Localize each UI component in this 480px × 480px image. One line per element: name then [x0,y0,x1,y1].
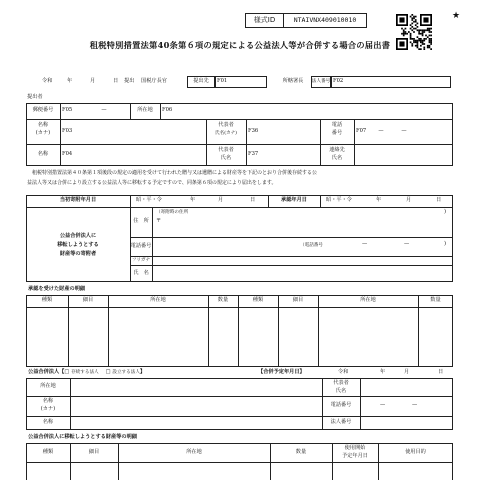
office-label: 所轄署長 [282,78,304,85]
submitter-label: 提出者 [27,94,43,100]
d-col-detail: 細目 [88,448,100,455]
location-label: 所在地 [137,107,153,114]
code-f04: F04 [62,151,73,158]
corner-star-icon: ★ [452,11,461,21]
b-col-detail-1: 細目 [82,297,94,304]
code-f02: F02 [333,78,344,85]
date-era: 令和 [42,78,53,84]
donor-phone-dash-2: — [404,241,410,247]
donor-addr-paren: ) [444,209,447,215]
rep-kana-label-1: 代表者 [218,122,234,129]
name-kana-label-2: (カナ) [35,130,51,137]
merge-month: 月 [404,369,410,375]
section-d-heading: 公益合併法人に移転しようとする財産等の明細 [28,434,137,440]
d-col-start-1: 使用開始 [344,445,366,452]
code-f03: F03 [62,127,73,134]
contact-label-1: 連絡先 [329,146,345,153]
section-b-heading: 承認を受けた財産の明細 [28,286,86,292]
code-f36: F36 [248,127,259,134]
c-phone-dash-1: — [380,402,386,408]
phone-label-2: 番号 [331,130,343,137]
donor-label-3: 財産等の寄附者 [59,251,97,258]
date-month: 月 [90,78,96,84]
rep-label-1: 代表者 [218,146,234,153]
rep-label-2: 氏名 [220,154,232,161]
submit-to-label: 提出先 [193,78,209,85]
date-to: 国税庁長官 [141,78,167,84]
merge-day: 日 [438,369,444,375]
approval-month: 月 [406,197,412,204]
initial-era: 昭・平・令 [136,197,162,204]
initial-month: 月 [218,197,224,204]
b-col-kind-1: 種類 [41,297,53,304]
name-label: 名称 [37,151,49,158]
opt2-checkbox[interactable]: □ [105,369,111,375]
corp-no-label: 法人番号 [311,79,331,85]
name-kana-label-1: 名称 [37,122,49,129]
initial-year: 年 [190,197,196,204]
phone-dash-1: — [378,127,384,134]
c-rep-label-2: 氏名 [335,388,347,395]
c-name-label: 名称 [42,419,54,426]
donor-label-2: 移転しようとする [57,242,99,249]
postal-label: 郵便番号 [32,107,54,114]
code-f37: F37 [248,151,259,158]
initial-donation-date-label: 当初寄附年月日 [59,197,97,204]
form-id-box [245,13,367,28]
approval-era: 昭・平・令 [326,197,352,204]
b-col-location-2: 所在地 [360,297,376,304]
donor-phone-paren: ) [444,241,447,247]
phone-label-1: 電話 [331,122,343,129]
c-name-kana-1: 名称 [42,398,54,405]
donor-phone-dash-1: — [362,241,368,247]
date-year: 年 [67,78,73,84]
donor-name-label: 氏 名 [133,269,149,276]
d-col-kind: 種類 [42,448,54,455]
date-day: 日 [113,78,119,84]
b-col-location-1: 所在地 [150,297,166,304]
form-id-label: 様式ID [246,14,284,27]
donor-phone-label: 電話番号 [130,242,152,249]
donor-furigana-label: フリガナ [131,257,151,263]
donor-address-label: 住 所 [133,218,149,225]
code-f01: F01 [217,78,228,85]
statement-line-2: 益法人等又は合併により設立する公益法人等に移転する予定ですので、同条第６項の規定により届出をします。 [27,180,277,186]
b-col-qty-1: 数量 [217,297,229,304]
d-col-start-2: 予定年月日 [342,453,368,460]
approval-date-label: 承認年月日 [281,197,307,204]
opt1-checkbox[interactable]: □ [64,369,70,375]
phone-dash-2: — [401,127,407,134]
code-f05: F05 [62,107,73,114]
approval-day: 日 [436,197,442,204]
merge-era: 令和 [338,369,349,375]
donor-postal-mark: 〒 [156,218,162,224]
d-col-qty: 数量 [295,448,307,455]
c-name-kana-2: (カナ) [40,406,56,413]
date-submit: 提出 [124,78,135,84]
code-f07: F07 [356,127,367,134]
c-phone-label: 電話番号 [330,402,352,409]
donor-addr-note: （寄附時の住所 [156,210,189,215]
donor-label-1: 公益合併法人に [59,233,97,240]
postal-dash: — [101,107,107,114]
b-col-kind-2: 種類 [252,297,264,304]
d-col-purpose: 使用目的 [405,448,426,455]
form-id-value: NTAIVNX409010010 [293,15,357,24]
c-location-label: 所在地 [40,383,56,390]
c-rep-label-1: 代表者 [333,380,349,387]
d-col-location: 所在地 [186,448,202,455]
code-f06: F06 [162,107,173,114]
rep-kana-label-2: 氏名(カナ) [215,131,237,137]
approval-year: 年 [376,197,382,204]
merge-year: 年 [380,369,386,375]
c-phone-dash-2: — [412,402,418,408]
merge-date-label: 【合併予定年月日】 [258,369,305,375]
contact-label-2: 氏名 [331,154,343,161]
initial-day: 日 [250,197,256,204]
b-col-detail-2: 細目 [292,297,304,304]
b-col-qty-2: 数量 [430,297,441,304]
form-title: 租税特別措置法第40条第６項の規定による公益法人等が合併する場合の届出書 [89,40,391,50]
statement-line-1: 租税特別措置法第４０条第１項後段の規定の適用を受けて行われた贈与又は遺贈による財産等を下記のとおり合併後存続する公 [32,170,318,176]
section-c-heading: 公益合併法人【□ 存続する法人 □ 設立する法人】 [28,369,146,375]
donor-phone-note: （電話番号 [300,243,323,248]
c-corp-no-label: 法人番号 [330,419,352,426]
